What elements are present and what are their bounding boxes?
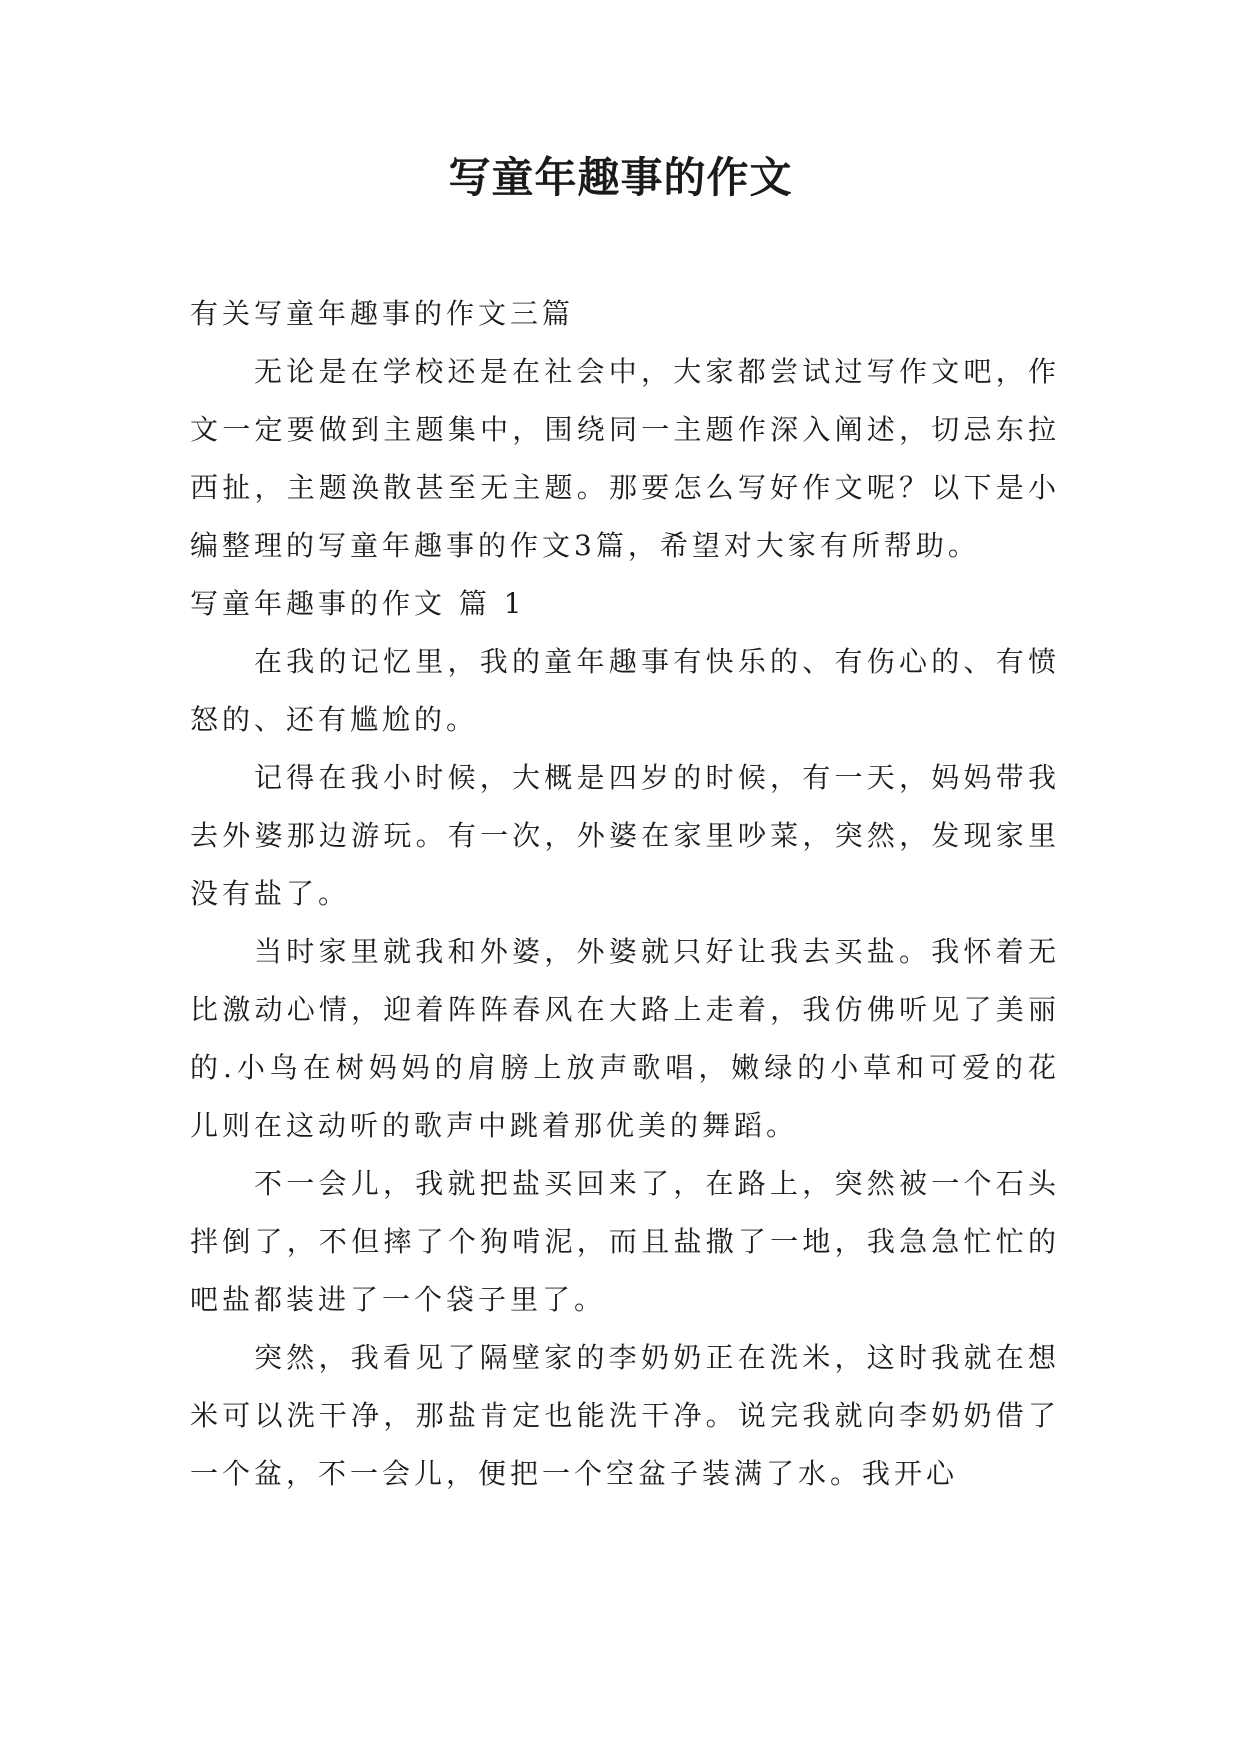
paragraph: 在我的记忆里，我的童年趣事有快乐的、有伤心的、有愤怒的、还有尴尬的。: [190, 645, 1060, 736]
paragraph: 当时家里就我和外婆，外婆就只好让我去买盐。我怀着无比激动心情，迎着阵阵春风在大路上走着，我仿佛听见了美丽的.小鸟在树妈妈的肩膀上放声歌唱，嫩绿的小草和可爱的花儿则在这动听的歌声中跳着那优美的舞蹈。: [190, 935, 1060, 1142]
paragraph: 记得在我小时候，大概是四岁的时候，有一天，妈妈带我去外婆那边游玩。有一次，外婆在家里吵菜，突然，发现家里没有盐了。: [190, 761, 1060, 910]
section-heading: 写童年趣事的作文 篇 1: [190, 587, 526, 620]
document-subtitle: 有关写童年趣事的作文三篇: [190, 297, 575, 330]
intro-paragraph: 无论是在学校还是在社会中，大家都尝试过写作文吧，作文一定要做到主题集中，围绕同一主题作深入阐述，切忌东拉西扯，主题涣散甚至无主题。那要怎么写好作文呢？以下是小编整理的写童年趣事的作文3篇，希望对大家有所帮助。: [190, 355, 1060, 562]
paragraph: 不一会儿，我就把盐买回来了，在路上，突然被一个石头拌倒了，不但摔了个狗啃泥，而且盐撒了一地，我急急忙忙的吧盐都装进了一个袋子里了。: [190, 1167, 1060, 1316]
paragraph: 突然，我看见了隔壁家的李奶奶正在洗米，这时我就在想米可以洗干净，那盐肯定也能洗干净。说完我就向李奶奶借了一个盆，不一会儿，便把一个空盆子装满了水。我开心: [190, 1341, 1060, 1490]
page-title: 写童年趣事的作文: [448, 153, 793, 202]
document-body: [190, 285, 1060, 1503]
